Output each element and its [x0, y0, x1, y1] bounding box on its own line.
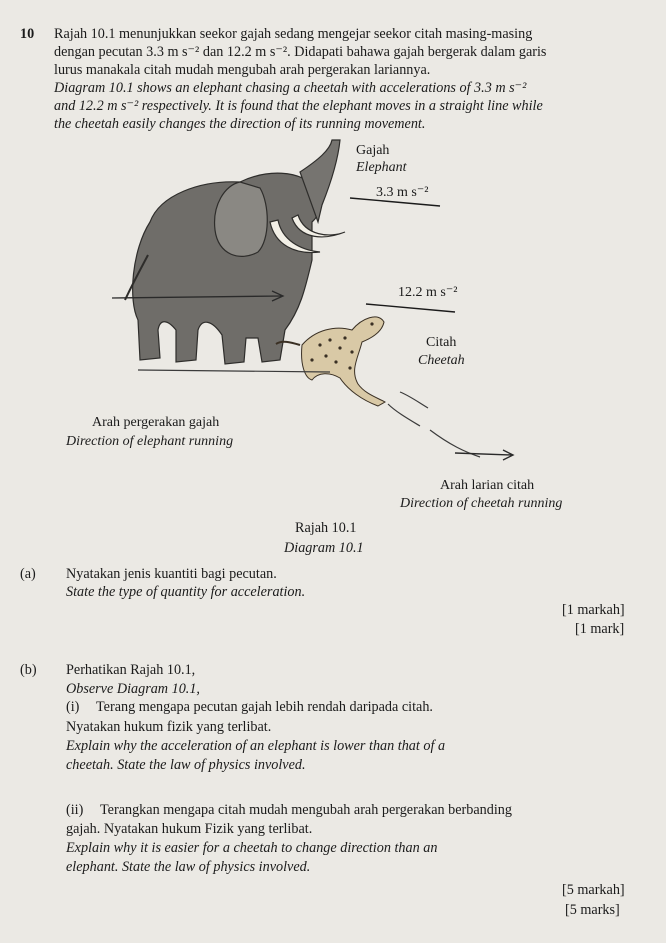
cheetah-illustration — [276, 317, 385, 406]
part-b-ii-ms-line-1: Terangkan mengapa citah mudah mengubah arah pergerakan berbanding — [100, 802, 512, 818]
elephant-direction-en: Direction of elephant running — [66, 434, 234, 449]
intro-en-line-3: the cheetah easily changes the direction of its running movement. — [54, 116, 426, 132]
intro-ms-line-3: lurus manakala citah mudah mengubah arah pergerakan lariannya. — [54, 62, 431, 78]
part-b-i-en-line-1: Explain why the acceleration of an elephant is lower than that of a — [66, 738, 446, 754]
part-a-question-ms: Nyatakan jenis kuantiti bagi pecutan. — [66, 566, 277, 582]
part-a-question-en: State the type of quantity for acceleration. — [66, 584, 306, 600]
part-a-marks-en: [1 mark] — [575, 621, 625, 637]
elephant-label-en: Elephant — [356, 160, 407, 175]
part-b-instruction-en: Observe Diagram 10.1, — [66, 681, 200, 697]
cheetah-acceleration-label: 12.2 m s⁻² — [398, 285, 458, 300]
elephant-acceleration-label: 3.3 m s⁻² — [376, 185, 429, 200]
part-b-instruction-ms: Perhatikan Rajah 10.1, — [66, 662, 196, 678]
part-b-i-en-line-2: cheetah. State the law of physics involved. — [66, 757, 306, 773]
part-b-i-ms-line-1: Terang mengapa pecutan gajah lebih rendah daripada citah. — [96, 699, 433, 715]
part-b-marks-ms: [5 markah] — [562, 882, 625, 898]
part-b-ii-en-line-2: elephant. State the law of physics involved. — [66, 859, 311, 875]
part-a-marks-ms: [1 markah] — [562, 602, 625, 618]
part-b-i-label: (i) — [66, 699, 80, 715]
part-b-label: (b) — [20, 662, 37, 678]
question-number: 10 — [20, 26, 35, 42]
cheetah-label-ms: Citah — [426, 335, 457, 350]
elephant-direction-arrow — [112, 291, 283, 301]
cheetah-direction-arrow — [455, 450, 513, 460]
intro-en-line-2: and 12.2 m s⁻² respectively. It is found that the elephant moves in a straight line while — [54, 98, 543, 114]
cheetah-direction-en: Direction of cheetah running — [400, 496, 563, 511]
elephant-direction-ms: Arah pergerakan gajah — [92, 415, 220, 430]
diagram-caption-ms: Rajah 10.1 — [295, 520, 357, 536]
diagram-caption-en: Diagram 10.1 — [284, 540, 364, 556]
part-b-ii-label: (ii) — [66, 802, 84, 818]
part-b-marks-en: [5 marks] — [565, 902, 620, 918]
part-b-ii-ms-line-2: gajah. Nyatakan hukum Fizik yang terlibat. — [66, 821, 313, 837]
part-b-ii-en-line-1: Explain why it is easier for a cheetah to change direction than an — [66, 840, 438, 856]
intro-ms-line-1: Rajah 10.1 menunjukkan seekor gajah sedang mengejar seekor citah masing-masing — [54, 26, 533, 42]
part-b-i-ms-line-2: Nyatakan hukum fizik yang terlibat. — [66, 719, 272, 735]
cheetah-direction-ms: Arah larian citah — [440, 478, 535, 493]
elephant-illustration — [125, 140, 345, 364]
part-a-label: (a) — [20, 566, 36, 582]
elephant-label-ms: Gajah — [356, 143, 390, 158]
intro-en-line-1: Diagram 10.1 shows an elephant chasing a cheetah with accelerations of 3.3 m s⁻² — [54, 80, 527, 96]
intro-ms-line-2: dengan pecutan 3.3 m s⁻² dan 12.2 m s⁻². Didapati bahawa gajah bergerak dalam garis — [54, 44, 547, 60]
cheetah-label-en: Cheetah — [418, 353, 465, 368]
